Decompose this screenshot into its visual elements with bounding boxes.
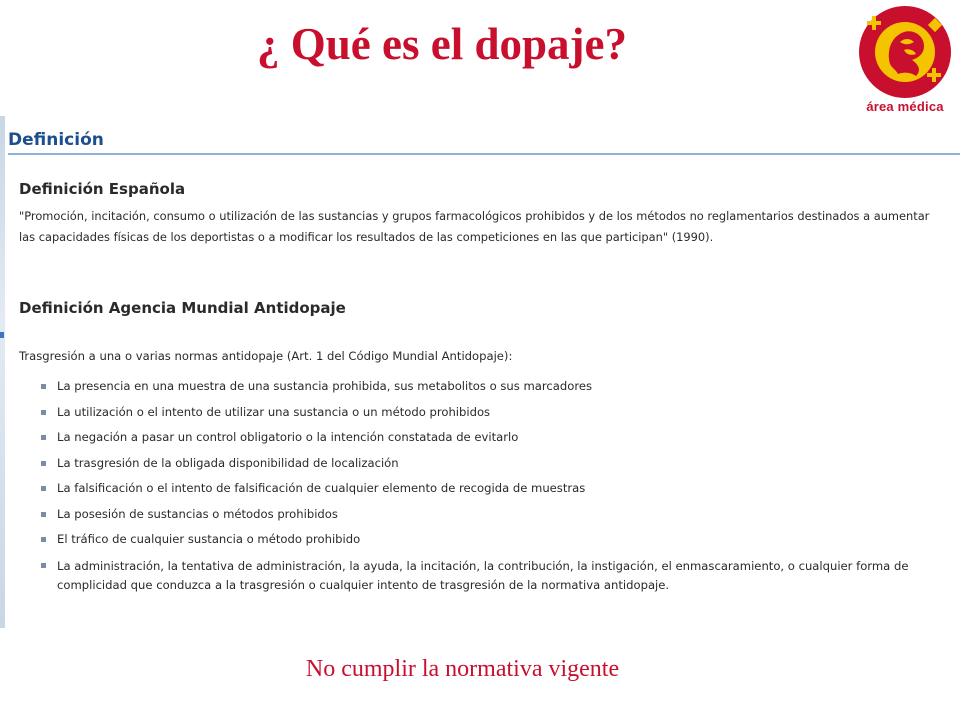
- logo-text: área médica: [866, 99, 944, 114]
- list-item-text: La trasgresión de la obligada disponibilidad de localización: [57, 455, 399, 470]
- list-item: [41, 531, 941, 548]
- list-item-text: El tráfico de cualquier sustancia o método prohibido: [57, 532, 361, 546]
- list-item-text: La posesión de sustancias o métodos prohibidos: [57, 506, 338, 521]
- left-edge-strip: [0, 116, 5, 628]
- violation-list: [41, 378, 941, 603]
- list-item: [41, 429, 941, 446]
- lion-emblem-icon: [852, 2, 958, 102]
- list-item: [41, 378, 941, 395]
- bullet-square-icon: [41, 384, 46, 389]
- section-divider: [8, 153, 960, 155]
- definition-document: [0, 116, 960, 628]
- area-medica-logo: [852, 2, 958, 118]
- spanish-definition-heading: Definición Española: [19, 180, 186, 198]
- list-item-text: La administración, la tentativa de administración, la ayuda, la incitación, la contribución, la instigación, el enmascaramiento, o cualquier forma de complicidad que conduzca a la trasgresión o cualquier intento de trasgresión de la normativa antidopaje.: [57, 558, 909, 592]
- bullet-square-icon: [41, 410, 46, 415]
- list-item: [41, 506, 941, 523]
- list-item-text: La presencia en una muestra de una sustancia prohibida, sus metabolitos o sus marcadores: [57, 379, 593, 393]
- list-item: [41, 455, 941, 472]
- list-item: [41, 480, 941, 497]
- list-item-text: La utilización o el intento de utilizar una sustancia o un método prohibidos: [57, 404, 491, 419]
- bullet-square-icon: [41, 563, 46, 568]
- bullet-square-icon: [41, 461, 46, 466]
- list-item: [41, 557, 941, 595]
- edge-marker: [0, 332, 4, 338]
- wada-definition-intro: Trasgresión a una o varias normas antidopaje (Art. 1 del Código Mundial Antidopaje):: [19, 349, 513, 363]
- slide-title: ¿ Qué es el dopaje?: [257, 19, 627, 69]
- bullet-square-icon: [41, 486, 46, 491]
- bullet-square-icon: [41, 512, 46, 517]
- bullet-square-icon: [41, 435, 46, 440]
- spanish-definition-text: "Promoción, incitación, consumo o utilización de las sustancias y grupos farmacológicos prohibidos y de los métodos no reglamentarios destinados a aumentar las capacidades físicas de los deportistas o a modificar los resultados de las competiciones en las que participan" (1990).: [19, 209, 930, 244]
- wada-definition-heading: Definición Agencia Mundial Antidopaje: [19, 299, 346, 317]
- slide-caption: No cumplir la normativa vigente: [305, 656, 620, 682]
- list-item-text: La negación a pasar un control obligatorio o la intención constatada de evitarlo: [57, 430, 519, 444]
- section-header: Definición: [8, 130, 104, 150]
- bullet-square-icon: [41, 537, 46, 542]
- list-item-text: La falsificación o el intento de falsificación de cualquier elemento de recogida de muestras: [57, 481, 586, 495]
- list-item: [41, 404, 941, 421]
